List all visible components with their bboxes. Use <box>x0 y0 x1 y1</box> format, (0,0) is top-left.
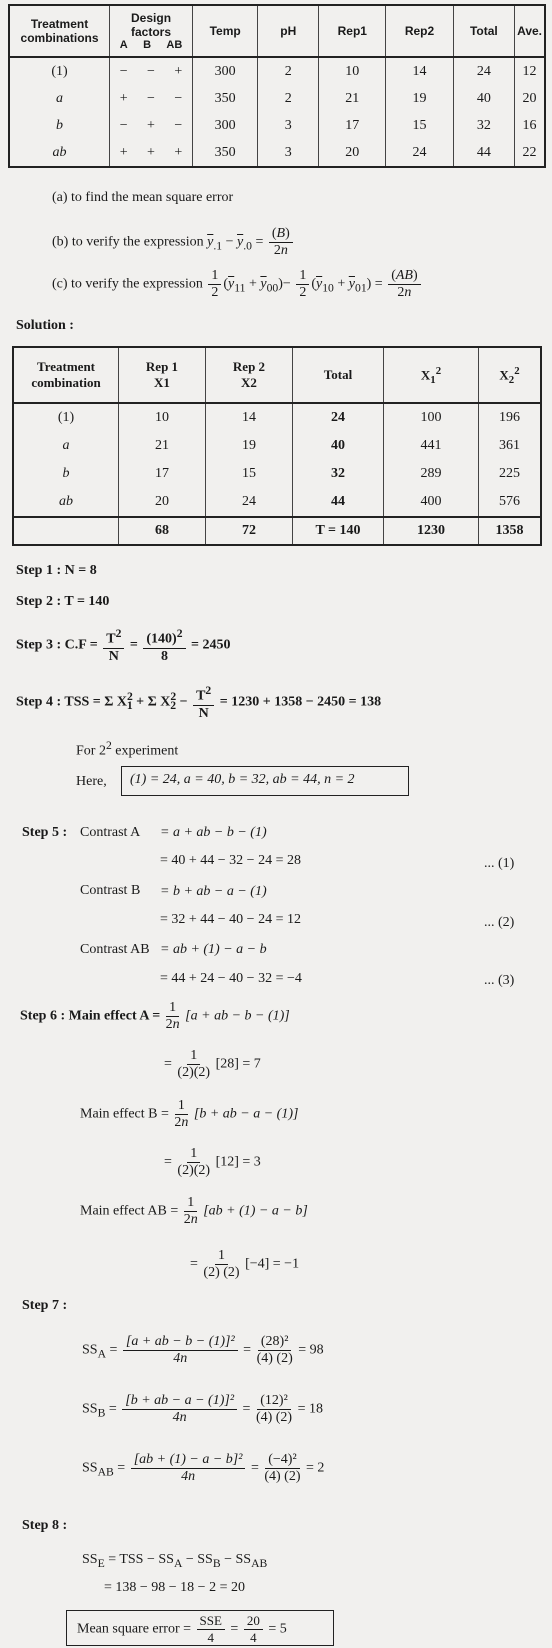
step-3: Step 3 : C.F = $\frac{T^2}{N}$ = $\frac{(140)^2}{8}$ = 2450 <box>16 627 231 664</box>
question-a: (a) to find the mean square error <box>52 190 234 205</box>
here-label: Here, <box>76 774 107 789</box>
table-row: b − + − 300 3 17 15 32 16 <box>9 112 545 139</box>
table-row: b 17 15 32 289 225 <box>13 460 541 488</box>
table-row: ab + + + 350 3 20 24 44 22 <box>9 139 545 167</box>
step-6: Step 6 : Main effect A = $\frac{1}{2n}$ [a + ab − b − (1)] <box>20 1000 290 1032</box>
th-rep1: Rep1 <box>319 5 386 57</box>
main-effect-b: Main effect B = $\frac{1}{2n}$ [b + ab − a − (1)] <box>80 1098 299 1130</box>
solution-label: Solution : <box>16 318 74 333</box>
th-ph: pH <box>258 5 319 57</box>
th-ave: Ave. <box>515 5 545 57</box>
table-row: (1) − − + 300 2 10 14 24 12 <box>9 57 545 85</box>
step-5: Step 5 : <box>22 825 68 840</box>
table-row: a + − − 350 2 21 19 40 20 <box>9 85 545 112</box>
step-2: Step 2 : T = 140 <box>16 594 110 609</box>
table-total-row: 68 72 T = 140 1230 1358 <box>13 517 541 545</box>
design-table <box>8 4 546 168</box>
step-1: Step 1 : N = 8 <box>16 563 97 578</box>
values-box: (1) = 24, a = 40, b = 32, ab = 44, n = 2 <box>121 766 409 796</box>
ss-a: $SS_A$ = $\frac{\text{[a + ab − b − (1)]²}}{4n}$ = $\frac{\text{(28)²}}{(4) (2)}$ = 98 <box>82 1334 324 1366</box>
question-c: (c) to verify the expression $\frac{1}{2}$ $(\overline{y}_{11} + \overline{y}_{00})-$ $\frac{1}{2}$ $(\overline{y}_{10} + \overline{y}_{01})$ = $\frac{(AB)}{2n}$ <box>52 268 423 301</box>
table-row: ab 20 24 44 400 576 <box>13 488 541 517</box>
sse-value: = 138 − 98 − 18 − 2 = 20 <box>104 1580 245 1595</box>
th-rep2: Rep2 <box>386 5 453 57</box>
th-total: Total <box>453 5 514 57</box>
experiment-line: For $2^2$ experiment <box>76 739 179 759</box>
sse-line: $SS_E$ = TSS − $SS_A - SS_B - SS_{AB}$ <box>82 1552 268 1570</box>
step-8: Step 8 : <box>22 1518 68 1533</box>
th-design-factors: Design factors A B AB <box>110 5 193 57</box>
step-7: Step 7 : <box>22 1298 68 1313</box>
mse-box: Mean square error = $\frac{\text{SSE}}{4}$ = $\frac{20}{4}$ = 5 <box>66 1610 334 1646</box>
th-treatment: Treatment combinations <box>9 5 110 57</box>
main-effect-ab: Main effect AB = $\frac{1}{2n}$ [ab + (1) − a − b] <box>80 1195 308 1227</box>
table-row: a 21 19 40 441 361 <box>13 432 541 460</box>
ss-b: $SS_B$ = $\frac{\text{[b + ab − a − (1)]²}}{4n}$ = $\frac{\text{(12)²}}{(4) (2)}$ = 18 <box>82 1393 323 1425</box>
table-row: (1) 10 14 24 100 196 <box>13 403 541 432</box>
step-4: Step 4 : TSS = Σ $X^2_1 + \Sigma$ $X^2_2$ − $\frac{T^2}{N}$ = 1230 + 1358 − 2450 = 138 <box>16 684 382 721</box>
th-temp: Temp <box>192 5 257 57</box>
question-b: (b) to verify the expression $\overline{y}_{.1} - \overline{y}_{.0}$ = $\frac{(B)}{2n}$ <box>52 226 295 259</box>
solution-table: Treatment combination Rep 1 X1 Rep 2 X2 Total $X_1^2$ $X_2^2$ (1) 10 14 24 100 196 a 21 19 40 441 361 b 17 15 32 289 225 ab 20 24 44 400 576 68 72 T = 140 1230 1358 <box>12 346 542 546</box>
ss-ab: $SS_{AB}$ = $\frac{\text{[ab + (1) − a − b]²}}{4n}$ = $\frac{\text{(−4)²}}{(4) (2)}$ = 2 <box>82 1452 325 1484</box>
